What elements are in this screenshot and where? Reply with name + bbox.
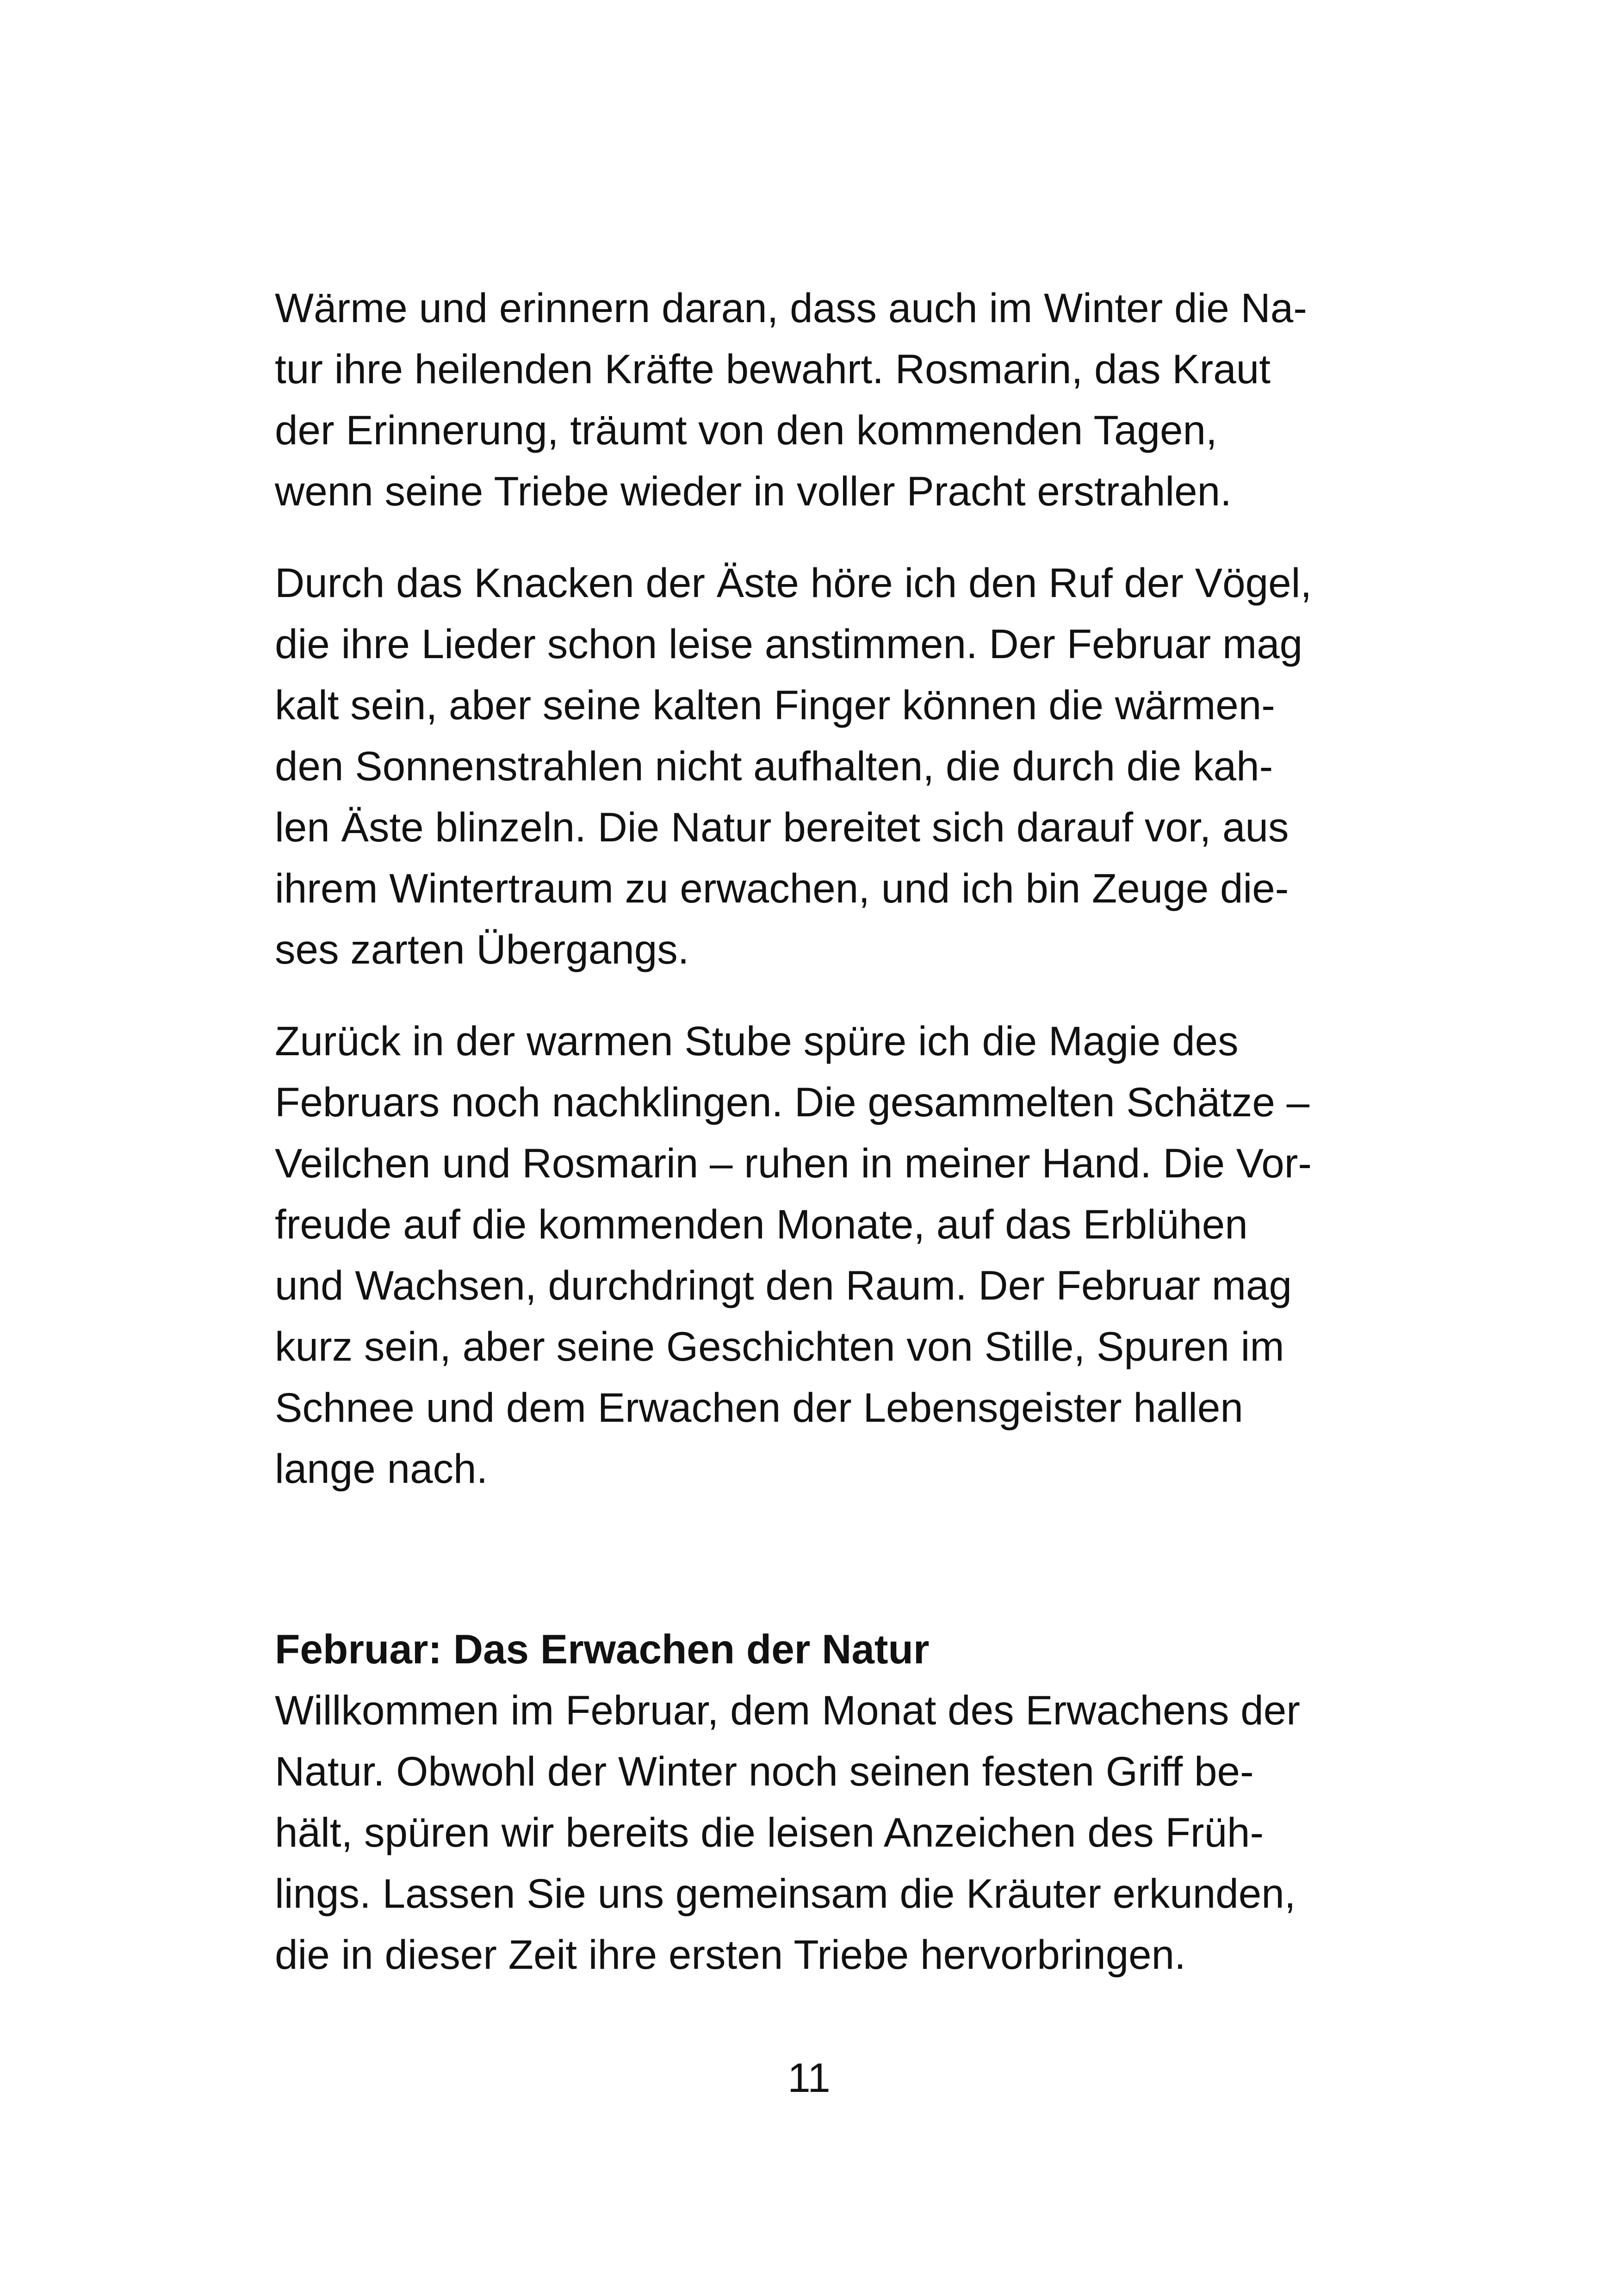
text-line: Februars noch nachklingen. Die gesammelten Schätze – xyxy=(275,1079,1310,1125)
text-line: kurz sein, aber seine Geschichten von Stille, Spuren im xyxy=(275,1323,1284,1369)
text-line: Willkommen im Februar, dem Monat des Erwachens der xyxy=(275,1687,1300,1733)
text-line: len Äste blinzeln. Die Natur bereitet sich darauf vor, aus xyxy=(275,804,1289,850)
text-line: Durch das Knacken der Äste höre ich den Ruf der Vögel, xyxy=(275,560,1312,606)
text-line: hält, spüren wir bereits die leisen Anzeichen des Früh- xyxy=(275,1809,1264,1855)
text-line: die ihre Lieder schon leise anstimmen. Der Februar mag xyxy=(275,621,1303,667)
text-line: wenn seine Triebe wieder in voller Pracht erstrahlen. xyxy=(275,468,1232,514)
text-line: lings. Lassen Sie uns gemeinsam die Kräuter erkunden, xyxy=(275,1870,1296,1916)
text-line: und Wachsen, durchdringt den Raum. Der Februar mag xyxy=(275,1262,1292,1308)
text-line: die in dieser Zeit ihre ersten Triebe hervorbringen. xyxy=(275,1931,1186,1978)
text-line: lange nach. xyxy=(275,1445,488,1492)
text-line: Wärme und erinnern daran, dass auch im Winter die Na- xyxy=(275,285,1307,331)
text-line: tur ihre heilenden Kräfte bewahrt. Rosmarin, das Kraut xyxy=(275,346,1271,392)
page-number: 11 xyxy=(787,2054,831,2101)
text-line: ses zarten Übergangs. xyxy=(275,926,689,972)
text-line: Veilchen und Rosmarin – ruhen in meiner Hand. Die Vor- xyxy=(275,1140,1312,1186)
section-heading: Februar: Das Erwachen der Natur xyxy=(275,1626,930,1672)
text-line: Natur. Obwohl der Winter noch seinen festen Griff be- xyxy=(275,1748,1254,1794)
text-line: freude auf die kommenden Monate, auf das Erblühen xyxy=(275,1201,1248,1247)
text-line: ihrem Wintertraum zu erwachen, und ich bin Zeuge die- xyxy=(275,865,1289,911)
text-line: Zurück in der warmen Stube spüre ich die Magie des xyxy=(275,1018,1239,1064)
text-line: Schnee und dem Erwachen der Lebensgeister hallen xyxy=(275,1384,1243,1431)
text-line: der Erinnerung, träumt von den kommenden Tagen, xyxy=(275,407,1217,453)
text-line: den Sonnenstrahlen nicht aufhalten, die durch die kah- xyxy=(275,743,1273,789)
text-line: kalt sein, aber seine kalten Finger können die wärmen- xyxy=(275,682,1275,728)
